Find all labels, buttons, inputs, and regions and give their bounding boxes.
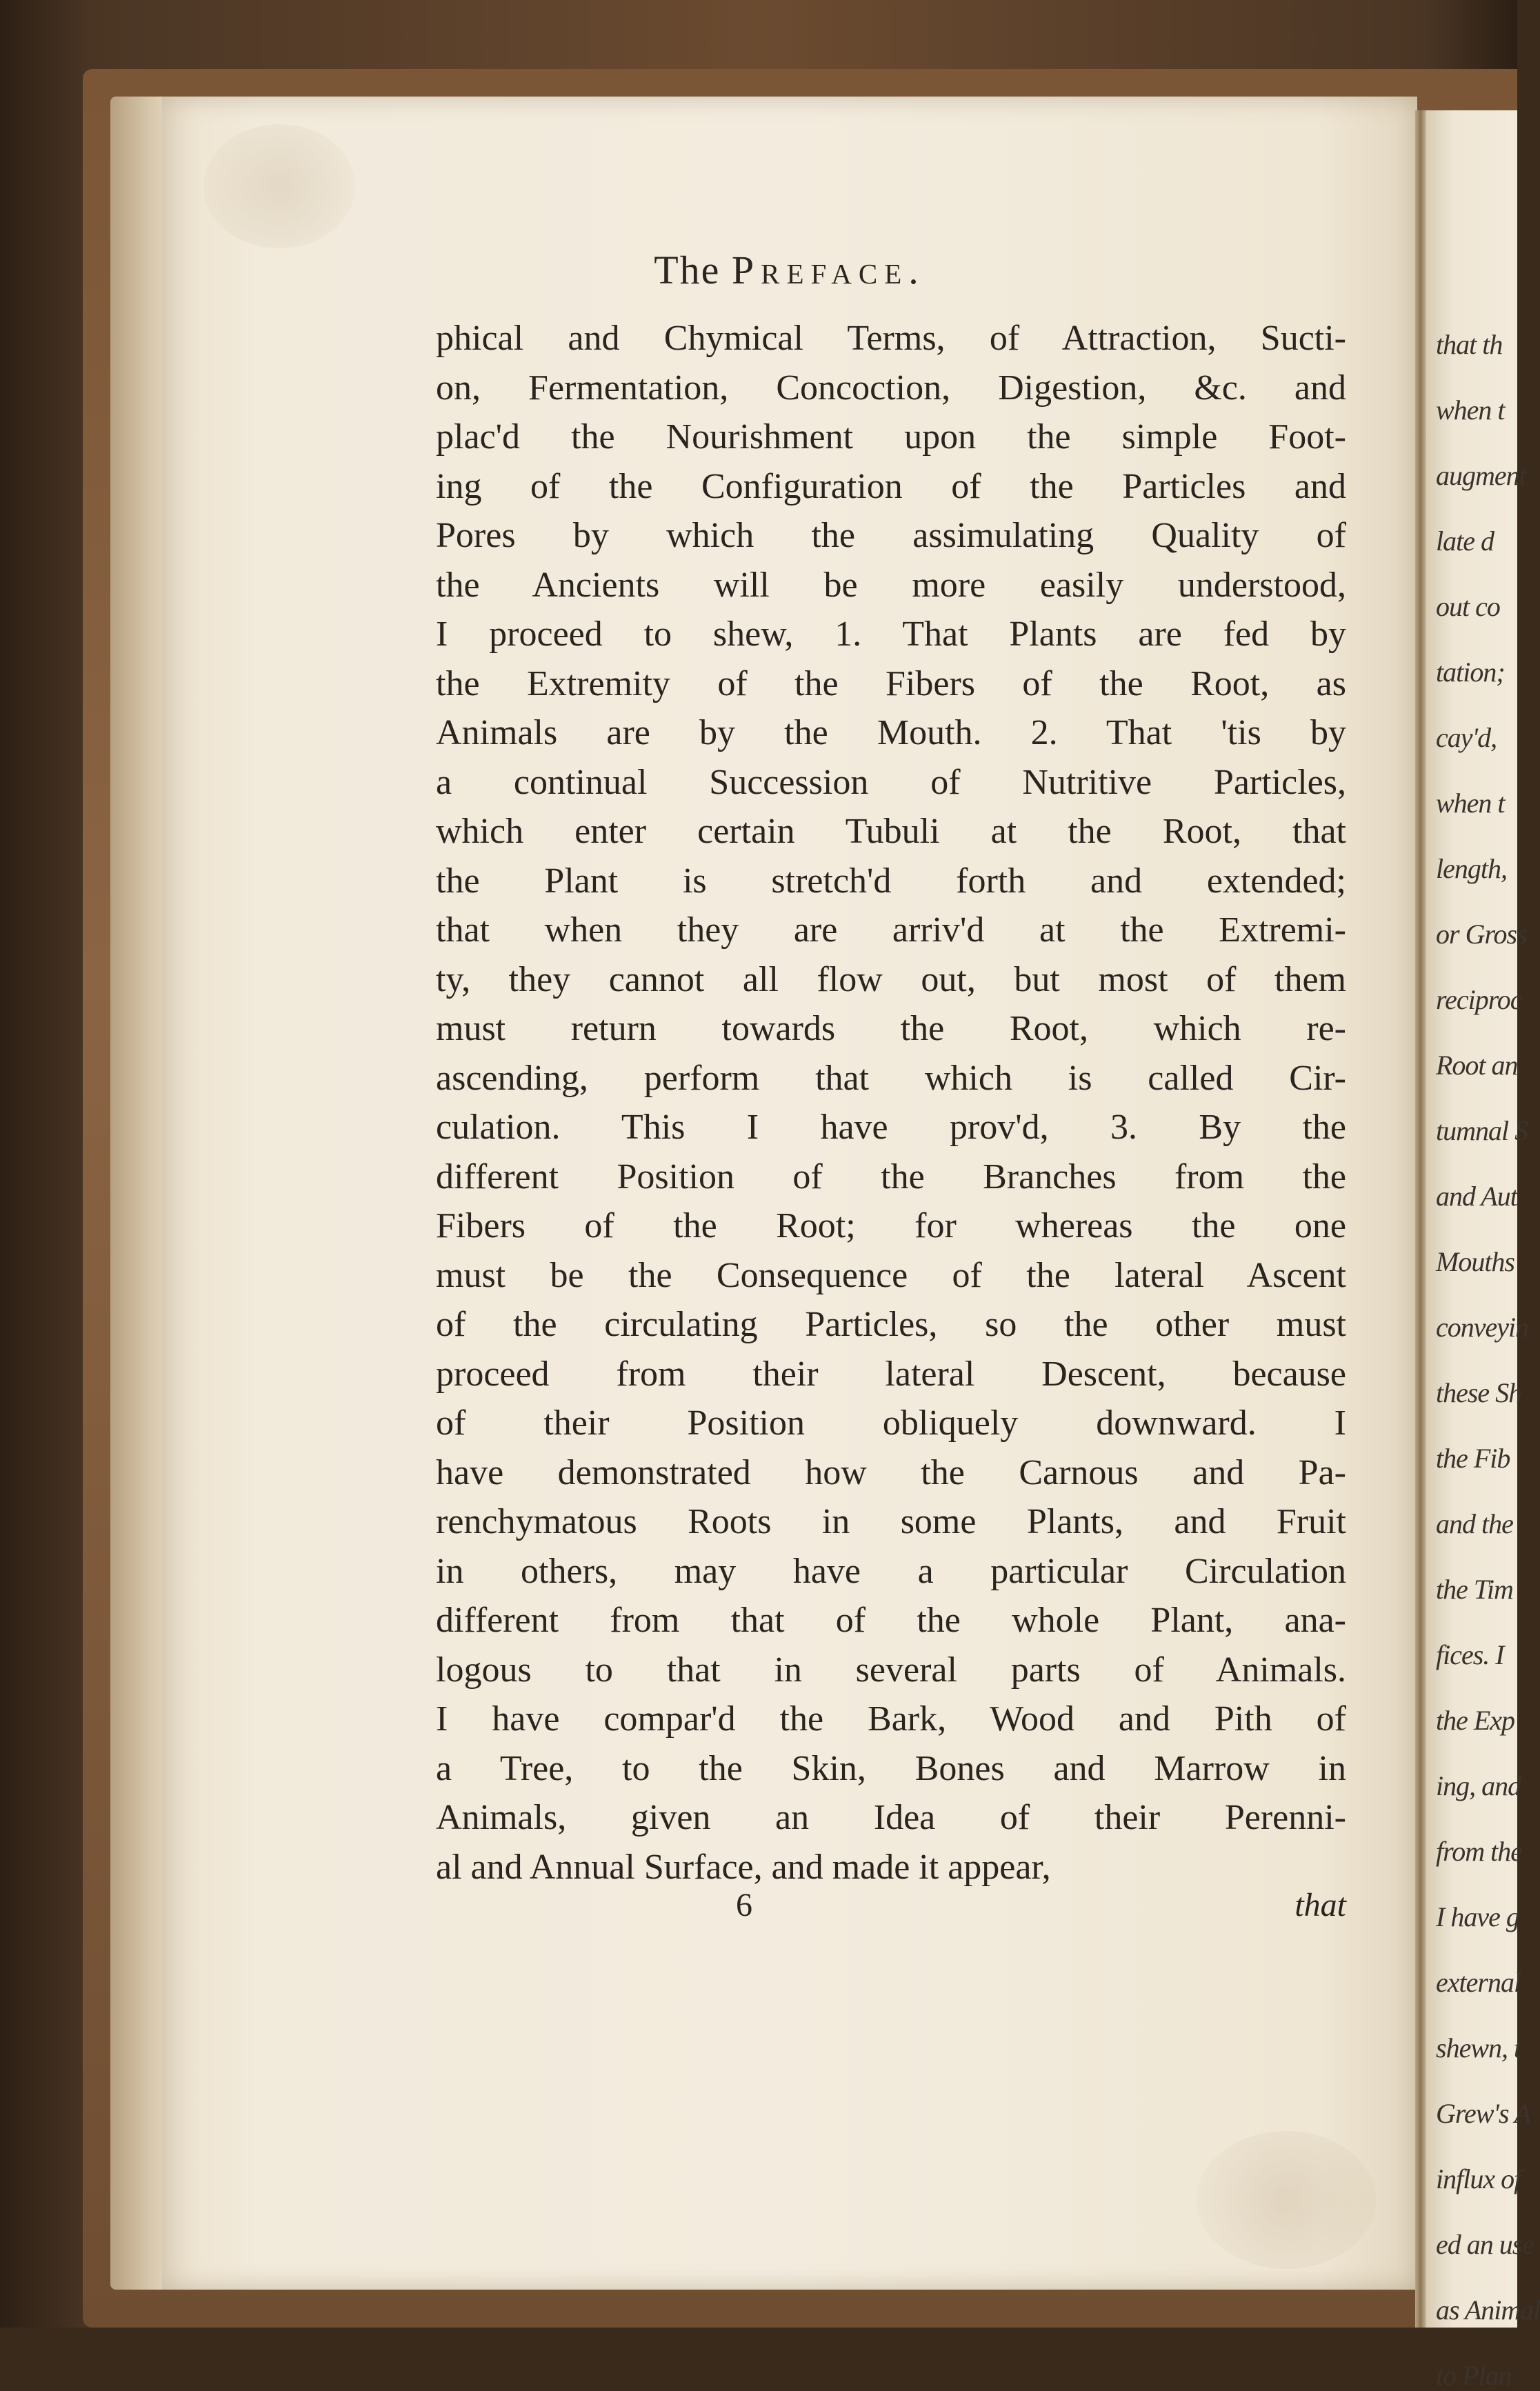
text-line: proceed from their lateral Descent, because	[436, 1354, 1346, 1394]
text-line: a Tree, to the Skin, Bones and Marrow in	[436, 1748, 1346, 1788]
catchword: that	[1294, 1887, 1346, 1923]
facing-page-fragment: Root an	[1436, 1050, 1518, 1081]
text-line: on, Fermentation, Concoction, Digestion, &c. and	[436, 368, 1346, 408]
facing-page-fragment: from the	[1436, 1836, 1522, 1867]
facing-page-fragment: ed an use	[1436, 2229, 1534, 2260]
facing-page-fragment: Grew's A	[1436, 2098, 1531, 2129]
facing-page-fragment: when t	[1436, 788, 1505, 819]
facing-page-fragment: or Gross	[1436, 919, 1527, 950]
text-line: Fibers of the Root; for whereas the one	[436, 1206, 1346, 1245]
text-line: ing of the Configuration of the Particles and	[436, 466, 1346, 506]
facing-page-fragment: when t	[1436, 394, 1505, 426]
text-line: must be the Consequence of the lateral Ascent	[436, 1255, 1346, 1295]
facing-page-fragment: ing, and	[1436, 1770, 1521, 1801]
facing-page-fragment: shewn, t	[1436, 2032, 1521, 2063]
text-line: the Extremity of the Fibers of the Root, as	[436, 663, 1346, 703]
text-line: Pores by which the assimulating Quality of	[436, 516, 1346, 555]
text-line: different from that of the whole Plant, ana-	[436, 1601, 1346, 1640]
facing-page-fragment: reciproc	[1436, 984, 1522, 1015]
text-line: culation. This I have prov'd, 3. By the	[436, 1108, 1346, 1147]
text-line: the Ancients will be more easily understood,	[436, 565, 1346, 605]
facing-page-fragment: to Plan	[1436, 2360, 1512, 2391]
facing-page-fragment: these Sh	[1436, 1377, 1522, 1408]
text-line: plac'd the Nourishment upon the simple Foot-	[436, 417, 1346, 457]
gutter	[1415, 110, 1426, 2328]
text-line: different Position of the Branches from the	[436, 1157, 1346, 1197]
running-head-title: Preface.	[731, 248, 926, 292]
facing-page-fragment: the Fib	[1436, 1443, 1510, 1474]
body-text	[436, 314, 1346, 1892]
signature-mark: 6	[736, 1887, 752, 1923]
facing-page-fragment: and the	[1436, 1508, 1513, 1539]
page-stain	[203, 124, 355, 248]
facing-page-fragment: length,	[1436, 853, 1507, 884]
text-line: logous to that in several parts of Animals.	[436, 1650, 1346, 1690]
facing-page-fragment: the Tim	[1436, 1574, 1513, 1605]
text-line: must return towards the Root, which re-	[436, 1009, 1346, 1048]
text-line: Animals, given an Idea of their Perenni-	[436, 1798, 1346, 1837]
facing-page-fragment: as Animal	[1436, 2294, 1540, 2325]
facing-page-fragment: tumnal S	[1436, 1115, 1528, 1146]
text-line: ty, they cannot all flow out, but most of them	[436, 959, 1346, 999]
facing-page-fragment: I have g	[1436, 1901, 1519, 1932]
text-line: have demonstrated how the Carnous and Pa-	[436, 1452, 1346, 1492]
facing-page-fragment: tation;	[1436, 657, 1505, 688]
text-line: of the circulating Particles, so the other must	[436, 1305, 1346, 1344]
facing-page-fragment: influx of	[1436, 2163, 1521, 2194]
text-line: al and Annual Surface, and made it appear,	[436, 1847, 1051, 1887]
facing-page-fragment: fices. I	[1436, 1639, 1504, 1670]
text-line: Animals are by the Mouth. 2. That 'tis by	[436, 713, 1346, 752]
text-line: of their Position obliquely downward. I	[436, 1403, 1346, 1443]
running-head	[162, 247, 1417, 293]
text-line: I proceed to shew, 1. That Plants are fed by	[436, 614, 1346, 654]
facing-page-fragment: external	[1436, 1967, 1521, 1998]
text-line: a continual Succession of Nutritive Particles,	[436, 762, 1346, 802]
text-line: the Plant is stretch'd forth and extended;	[436, 861, 1346, 901]
facing-page-fragment: out co	[1436, 591, 1500, 622]
facing-page-fragment: cay'd,	[1436, 722, 1497, 753]
facing-page-fragment: conveyin	[1436, 1312, 1529, 1343]
facing-page-fragment: late d	[1436, 526, 1494, 557]
text-line: in others, may have a particular Circulation	[436, 1551, 1346, 1591]
text-line: phical and Chymical Terms, of Attraction, Sucti-	[436, 319, 1346, 358]
text-line: renchymatous Roots in some Plants, and Fruit	[436, 1502, 1346, 1541]
facing-page-fragment: the Exp	[1436, 1705, 1515, 1736]
text-line: ascending, perform that which is called Cir-	[436, 1058, 1346, 1098]
facing-page-edge	[1426, 110, 1540, 2391]
text-line: which enter certain Tubuli at the Root, that	[436, 812, 1346, 851]
facing-page-fragment: that th	[1436, 329, 1503, 360]
text-line: I have compar'd the Bark, Wood and Pith of	[436, 1699, 1346, 1739]
running-head-word: The	[654, 248, 721, 292]
facing-page-fragment: and Aut	[1436, 1181, 1517, 1212]
text-line: that when they are arriv'd at the Extremi-	[436, 910, 1346, 950]
page-stain	[1197, 2131, 1376, 2269]
facing-page-fragment: Mouths	[1436, 1246, 1514, 1277]
facing-page-fragment: augment	[1436, 460, 1526, 491]
